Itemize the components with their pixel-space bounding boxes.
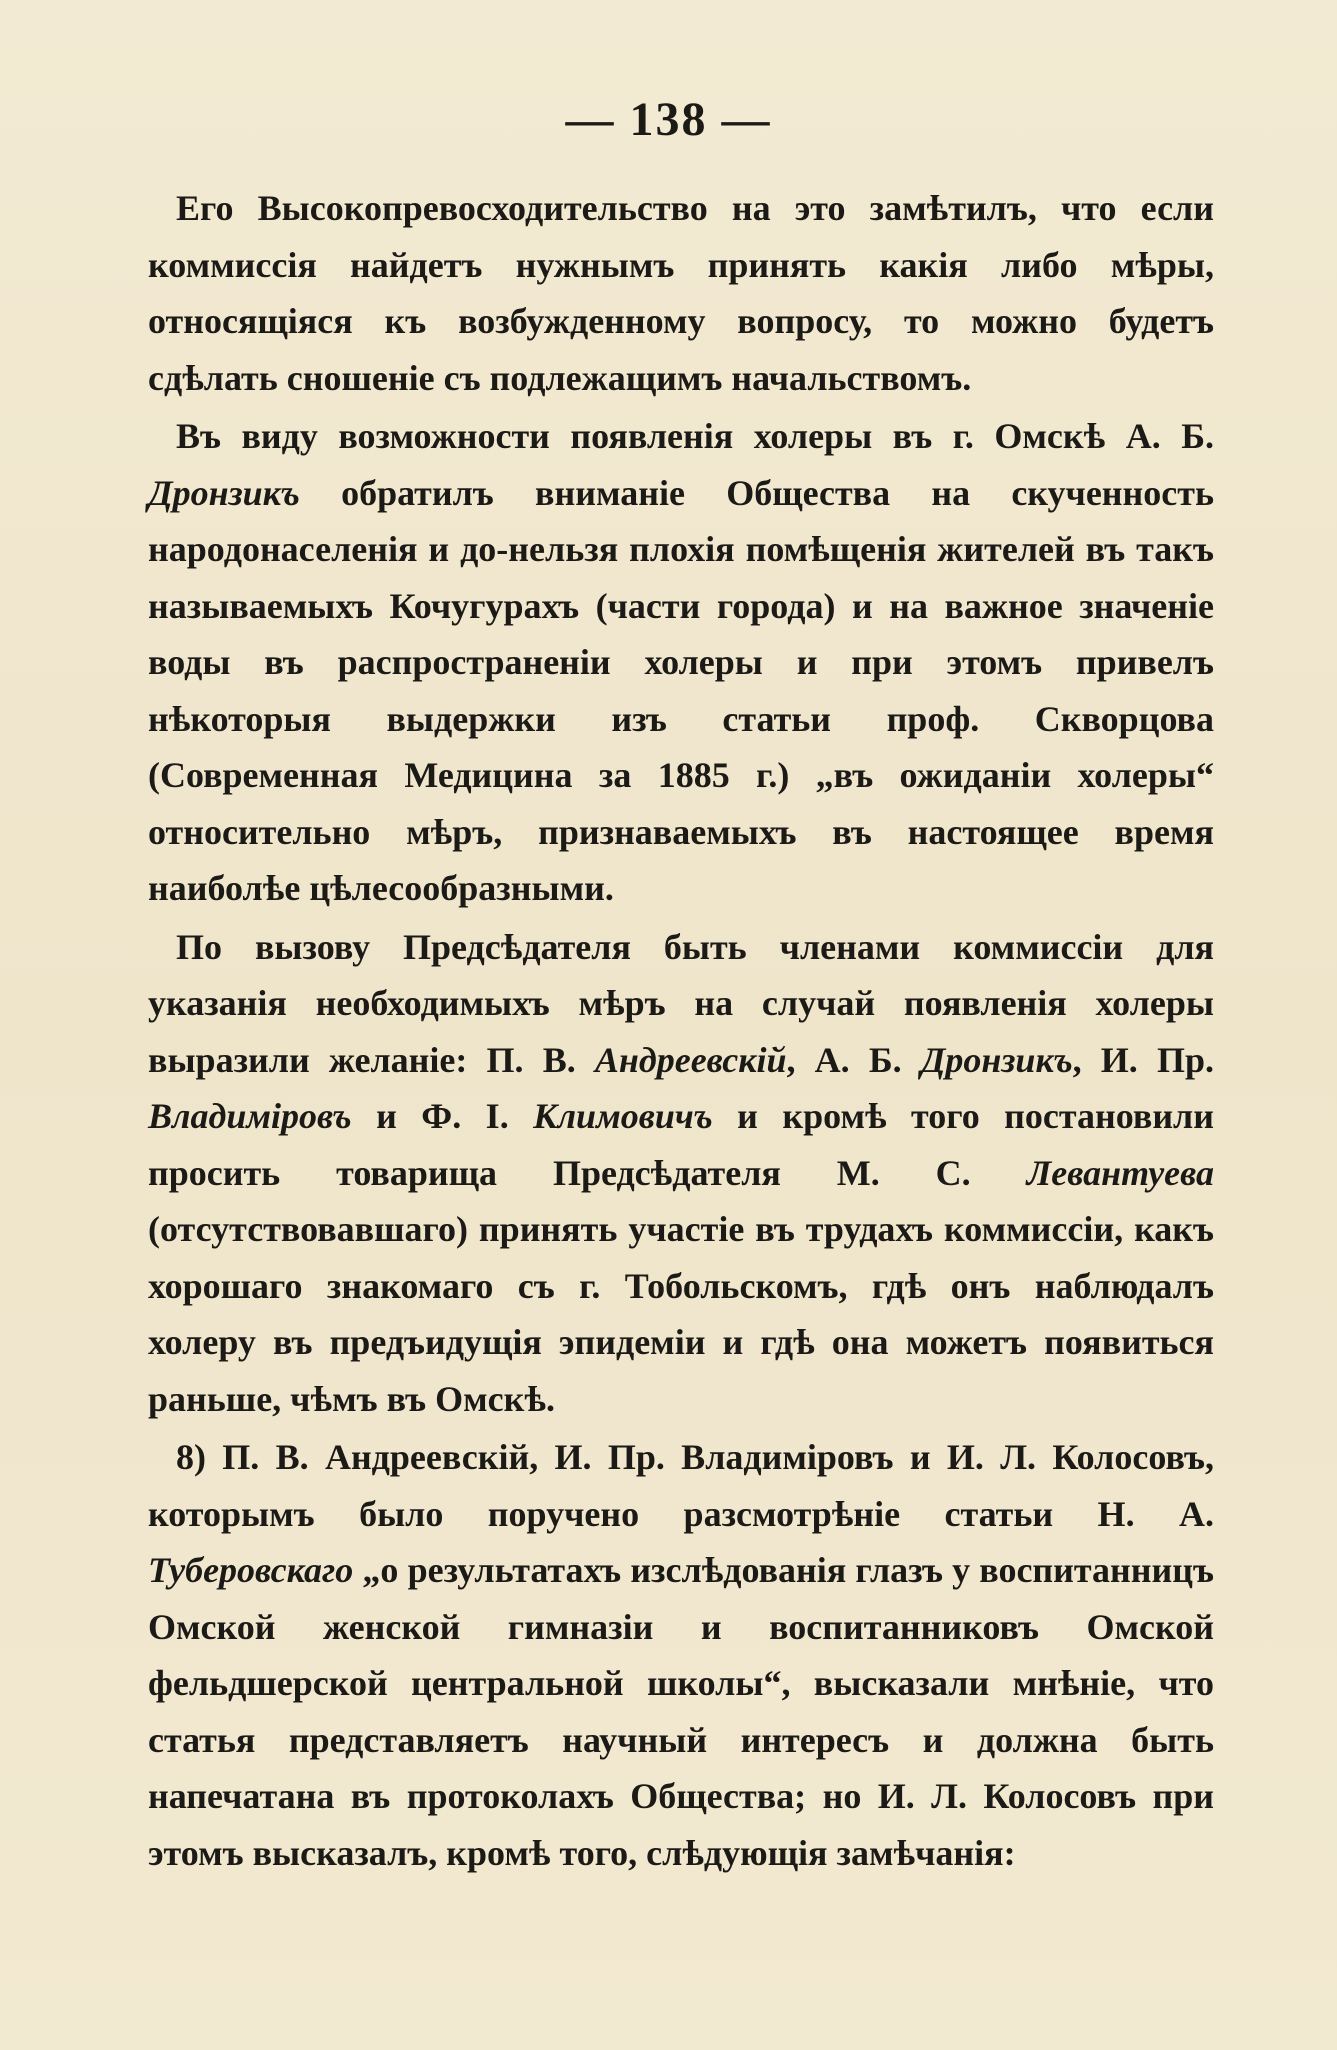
text-run: обратилъ вниманіе Общества на скученность народонаселенія и до-нельзя плохія помѣщенія жителей въ такъ называемыхъ Кочугурахъ (части города) и на важное значеніе воды въ распространеніи холеры и при этомъ привелъ нѣкоторыя выдержки изъ статьи проф. Скворцова (Современная Медицина за 1885 г.) „въ ожиданіи холеры“ относительно мѣръ, признаваемыхъ въ настоящее время наиболѣе цѣлесообразными. (148, 472, 1214, 908)
text-run: , И. Пр. (1072, 1039, 1214, 1080)
text-run: По вызову Предсѣдателя быть членами коммиссіи для указанія необходимыхъ мѣръ на случай появленія холеры выразили желаніе: П. В. (148, 926, 1214, 1080)
text-run: и Ф. І. (351, 1096, 534, 1136)
paragraph-3 (148, 919, 1214, 1428)
text-run: и кромѣ того постановили просить товарища Предсѣдателя М. С. (148, 1096, 1214, 1193)
text-run: , А. Б. (786, 1039, 921, 1080)
text-run: Въ виду возможности появленія холеры въ г. Омскѣ А. Б. (176, 416, 1214, 456)
paragraph-2 (148, 408, 1214, 917)
text-run: „о результатахъ изслѣдованія глазъ у воспитанницъ Омской женской гимназіи и воспитанниковъ Омской фельдшерской центральной школы“, высказали мнѣніе, что статья представляетъ научный интересъ и должна быть напечатана въ протоколахъ Общества; но И. Л. Колосовъ при этомъ высказалъ, кромѣ того, слѣдующія замѣчанія: (148, 1550, 1214, 1873)
paragraph-4 (148, 1429, 1214, 1881)
person-name: Андреевскій (594, 1039, 787, 1080)
person-name: Дронзикъ (148, 472, 300, 513)
page-body (148, 180, 1214, 1881)
person-name: Климовичъ (533, 1096, 713, 1136)
page-number: — 138 — (565, 93, 772, 146)
person-name: Дронзикъ (920, 1039, 1073, 1080)
text-run: 8) П. В. Андреевскій, И. Пр. Владиміровъ и И. Л. Колосовъ, которымъ было поручено разсмотрѣніе статьи Н. А. (148, 1437, 1214, 1534)
person-name: Левантуева (1026, 1152, 1214, 1193)
paragraph-1 (148, 180, 1214, 406)
text-run: (отсутствовавшаго) принять участіе въ трудахъ коммиссіи, какъ хорошаго знакомаго съ г. Тобольскомъ, гдѣ онъ наблюдалъ холеру въ предъидущія эпидеміи и гдѣ она можетъ появиться раньше, чѣмъ въ Омскѣ. (148, 1209, 1214, 1419)
person-name: Туберовскаго (148, 1550, 354, 1590)
person-name: Владиміровъ (148, 1096, 352, 1136)
text-run: Его Высокопревосходительство на это замѣтилъ, что если коммиссія найдетъ нужнымъ принять какія либо мѣры, относящіяся къ возбужденному вопросу, то можно будетъ сдѣлать сношеніе съ подлежащимъ начальствомъ. (148, 188, 1214, 398)
